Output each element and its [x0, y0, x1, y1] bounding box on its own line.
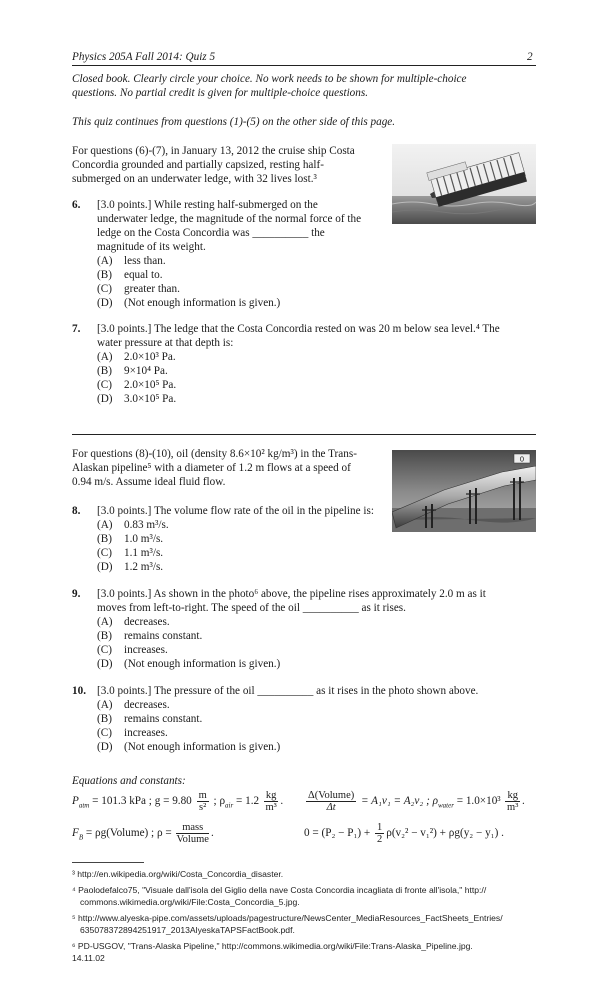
footnote-5-line-1: ⁵ http://www.alyeska-pipe.com/assets/uploads/pagestructure/NewsCenter_MediaResources_FactSheets_Entries/ [72, 913, 503, 923]
equation-constants-1: $P_{atm} = 101.3$ kPa ; g = 9.80 $\frac{m}{\text{s²}}$ ; $\rho_{air} = 1.2$ $\frac{kg}{\text{m³}}$ . [72, 790, 284, 813]
header-rule [72, 65, 536, 66]
section2-intro-3: 0.94 m/s. Assume ideal fluid flow. [72, 476, 226, 488]
question-10 [72, 684, 86, 699]
question-9-number: 9. [72, 588, 81, 600]
question-7-number: 7. [72, 323, 81, 335]
instructions-line-1: Closed book. Clearly circle your choice. No work needs to be shown for multiple-choice [72, 73, 467, 85]
question-8-number: 8. [72, 505, 81, 517]
q9-option-c[interactable]: (C) increases. [97, 644, 168, 656]
page-number: 2 [527, 51, 533, 63]
equation-buoyant-force: $F_B$ = ρg(Volume) ; ρ = $\frac{\text{mass}}{\text{Volume}}$ . [72, 822, 214, 845]
q7-option-b[interactable]: (B) 9×10⁴ Pa. [97, 365, 168, 377]
cruise-ship-photo [392, 144, 536, 224]
q6-option-c[interactable]: (C) greater than. [97, 283, 180, 295]
q6-option-b[interactable]: (B) equal to. [97, 269, 163, 281]
footnote-4-line-2: commons.wikimedia.org/wiki/File:Costa_Concordia_5.jpg. [80, 897, 300, 907]
question-8-line-1: [3.0 points.] The volume flow rate of the oil in the pipeline is: [97, 505, 374, 517]
q10-option-d[interactable]: (D) (Not enough information is given.) [97, 741, 281, 753]
question-6-line-1: [3.0 points.] While resting half-submerged on the [97, 199, 318, 211]
flow-rate-fraction: $\frac{\text{Δ(Volume)}}{\Delta t}$ [308, 790, 355, 813]
one-half-fraction: $\frac{1}{2}$ [377, 822, 383, 845]
instructions-line-3: This quiz continues from questions (1)-(5) on the other side of this page. [72, 116, 396, 128]
q8-option-d[interactable]: (D) 1.2 m³/s. [97, 561, 164, 573]
equation-bernoulli: 0 = (P₂ − P₁) + $\frac{1}{2}$ ρ(v₂² − v₁²) + ρg(y₂ − y₁) . [304, 822, 504, 845]
footnote-3: ³ http://en.wikipedia.org/wiki/Costa_Concordia_disaster. [72, 869, 284, 879]
g-units-fraction: $\frac{m}{\text{s²}}$ [198, 790, 207, 813]
q10-option-c[interactable]: (C) increases. [97, 727, 168, 739]
q6-option-d[interactable]: (D) (Not enough information is given.) [97, 297, 281, 309]
footnote-5-line-2: 635078372894251917_2013AlyeskaTAPSFactBook.pdf. [80, 925, 295, 935]
section2-intro-1: For questions (8)-(10), oil (density 8.6×10² kg/m³) in the Trans- [72, 448, 357, 460]
question-6-number: 6. [72, 199, 81, 211]
q6-option-a[interactable]: (A) less than. [97, 255, 166, 267]
question-10-number: 10. [72, 685, 86, 697]
section1-intro-3: submerged on an underwater ledge, with 32 lives lost.³ [72, 173, 317, 185]
q9-option-b[interactable]: (B) remains constant. [97, 630, 203, 642]
question-9-line-1: [3.0 points.] As shown in the photo⁶ above, the pipeline rises approximately 2.0 m as it [97, 588, 486, 600]
footnote-6: ⁶ PD-USGOV, "Trans-Alaska Pipeline," http://commons.wikimedia.org/wiki/File:Trans-Alaska_Pipeline.jpg. [72, 941, 473, 951]
equations-heading: Equations and constants: [72, 775, 186, 787]
question-6 [72, 198, 80, 213]
question-10-line-1: [3.0 points.] The pressure of the oil __________ as it rises in the photo shown above. [97, 685, 479, 697]
question-6-line-3: ledge on the Costa Concordia was __________ the [97, 227, 325, 239]
question-9-line-2: moves from left-to-right. The speed of the oil __________ as it rises. [97, 602, 406, 614]
q9-option-d[interactable]: (D) (Not enough information is given.) [97, 658, 281, 670]
question-8 [72, 504, 80, 519]
footnote-4-line-1: ⁴ Paolodefalco75, "Visuale dall'isola del Giglio della nave Costa Concordia incagliata di fronte all'isola," http:// [72, 885, 487, 895]
instructions-line-2: questions. No partial credit is given for multiple-choice questions. [72, 87, 369, 99]
q7-option-c[interactable]: (C) 2.0×10⁵ Pa. [97, 379, 177, 391]
air-density-units-fraction: $\frac{kg}{\text{m³}}$ [265, 790, 277, 813]
q10-option-b[interactable]: (B) remains constant. [97, 713, 203, 725]
question-6-line-2: underwater ledge, the magnitude of the normal force of the [97, 213, 362, 225]
q7-option-a[interactable]: (A) 2.0×10³ Pa. [97, 351, 176, 363]
question-7-line-1: [3.0 points.] The ledge that the Costa Concordia rested on was 20 m below sea level.⁴ The [97, 323, 500, 335]
section2-intro-2: Alaskan pipeline⁵ with a diameter of 1.2 m flows at a speed of [72, 462, 351, 474]
question-9 [72, 587, 80, 602]
page-header-title: Physics 205A Fall 2014: Quiz 5 [72, 51, 216, 63]
q7-option-d[interactable]: (D) 3.0×10⁵ Pa. [97, 393, 177, 405]
density-fraction: $\frac{\text{mass}}{\text{Volume}}$ [176, 822, 209, 845]
pipeline-photo [392, 450, 536, 532]
footnote-rule [72, 862, 144, 863]
question-7 [72, 322, 80, 337]
q10-option-a[interactable]: (A) decreases. [97, 699, 170, 711]
q8-option-c[interactable]: (C) 1.1 m³/s. [97, 547, 164, 559]
question-6-line-4: magnitude of its weight. [97, 241, 206, 253]
water-density-units-fraction: $\frac{kg}{\text{m³}}$ [507, 790, 519, 813]
section1-intro-1: For questions (6)-(7), in January 13, 2012 the cruise ship Costa [72, 145, 355, 157]
q9-option-a[interactable]: (A) decreases. [97, 616, 170, 628]
q8-option-a[interactable]: (A) 0.83 m³/s. [97, 519, 169, 531]
section-divider [72, 434, 536, 435]
section1-intro-2: Concordia grounded and partially capsized, resting half- [72, 159, 324, 171]
equation-flow-rate: $\frac{\text{Δ(Volume)}}{\Delta t}$ = A₁v₁ = A₂v₂ ; $\rho_{water} = 1.0\times 10^3$ $\frac{kg}{\text{m³}}$ . [308, 790, 525, 813]
question-7-line-2: water pressure at that depth is: [97, 337, 234, 349]
document-date: 14.11.02 [72, 953, 105, 963]
pipeline-photo-badge: 0 [519, 454, 525, 464]
q8-option-b[interactable]: (B) 1.0 m³/s. [97, 533, 164, 545]
